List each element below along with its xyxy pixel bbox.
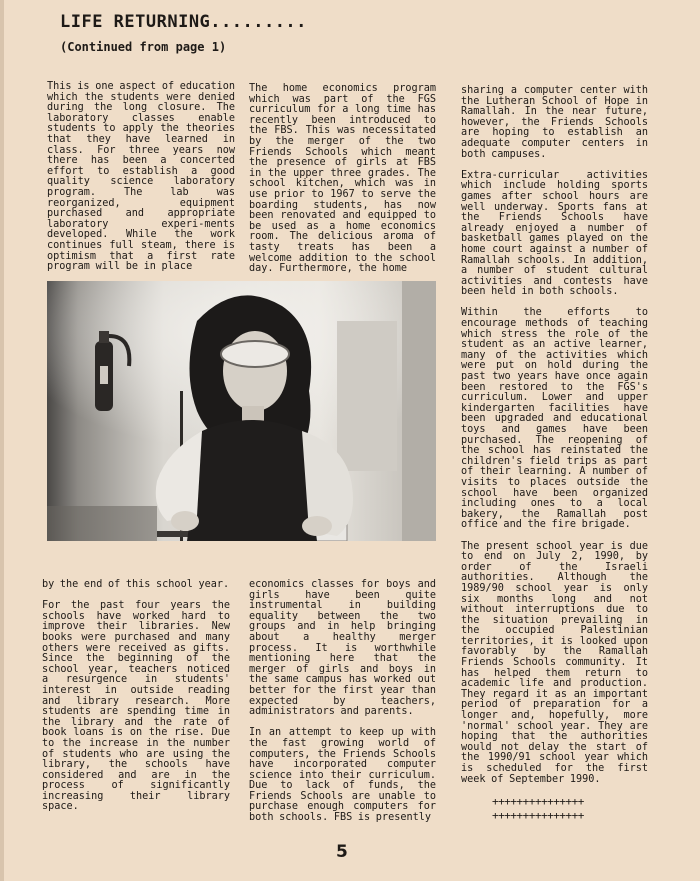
lab-photo — [47, 281, 436, 541]
column-top-middle — [249, 84, 436, 275]
paragraph: Within the efforts to encourage methods of teaching which stress the role of the student as an active learner, many of the activities which were put on hold during the past two years have once again been restored to the FGS's curriculum. Lower and upper kindergarten facilities have been upgraded and educational toys and games have been purchased. The reopening of the school has reinstated the children's field trips as part of their learning. A number of visits to places outside the school have been organized including ones to a local bakery, the Ramallah post office and the fire brigade. — [461, 307, 648, 531]
paragraph: by the end of this school year. — [42, 579, 230, 590]
column-right — [461, 86, 648, 785]
separator-line: +++++++++++++++ — [492, 809, 584, 822]
paragraph: Extra-curricular activities which include holding sports games after school hours are well underway. Sports fans at the Friends Schools have already enjoyed a number of basketball games played on the home court against a number of Ramallah schools. In addition, a number of student cultural activities and contests have been held in both schools. — [461, 169, 648, 298]
column-top-left — [47, 82, 235, 273]
paragraph: sharing a computer center with the Lutheran School of Hope in Ramallah. In the near future, however, the Friends Schools are hoping to establish an adequate computer centers in both campuses. — [461, 85, 648, 160]
article-title: LIFE RETURNING......... — [60, 12, 307, 32]
paragraph: The home economics program which was part of the FGS curriculum for a long time has recently been introduced to the FBS. This was necessitated by the merger of the two Friends Schools which meant the presence of girls at FBS in the upper three grades. The school kitchen, which was in use prior to 1967 to serve the boarding students, has now been renovated and equipped to be used as a home economics room. The delicious aroma of tasty treats has been a welcome addition to the school day. Furthermore, the home — [249, 83, 436, 275]
paragraph: For the past four years the schools have worked hard to improve their libraries. New books were purchased and many others were received as gifts. Since the beginning of the school year, teachers noticed a resurgence in students' interest in outside reading and library research. More students are spending time in the library and the rate of book loans is on the rise. Due to the increase in the number of students who are using the library, the schools have considered and are in the process of significantly increasing their library space. — [42, 600, 230, 813]
page-number: 5 — [336, 842, 348, 862]
column-bottom-middle — [249, 580, 436, 824]
separator-line: +++++++++++++++ — [492, 795, 584, 808]
paragraph: This is one aspect of education which the students were denied during the long closure. The laboratory classes enable students to apply the theories that they have learned in class. For three years now there has been a concerted effort to establish a good quality science laboratory program. The lab was reorganized, equipment purchased and appropriate laboratory experi-ments developed. While the work continues full steam, there is optimism that a first rate program will be in place — [47, 81, 235, 273]
column-bottom-left — [42, 580, 230, 813]
continuation-note: (Continued from page 1) — [60, 40, 227, 54]
student-in-laboratory-photo — [47, 281, 436, 541]
paragraph: The present school year is due to end on July 2, 1990, by order of the Israeli authorities. Although the 1989/90 school year is only six months long and not without interruptions due to the situation prevailing in the occupied Palestinian territories, it is looked upon favorably by the Ramallah Friends Schools community. It has helped them return to academic life and production. They regard it as an important period of preparation for a longer and, hopefully, more 'normal' school year. They are hoping that the authorities would not delay the start of the 1990/91 school year which is scheduled for the first week of September 1990. — [461, 540, 648, 785]
page-binding-edge — [0, 0, 4, 881]
paragraph: economics classes for boys and girls have been quite instrumental in building equality between the two groups and in help bringing about a healthy merger process. It is worthwhile mentioning here that the merger of girls and boys in the same campus has worked out better for the first year than expected by teachers, administrators and parents. — [249, 579, 436, 718]
paragraph: In an attempt to keep up with the fast growing world of computers, the Friends Schools have incorporated computer science into their curriculum. Due to lack of funds, the Friends Schools are unable to purchase enough computers for both schools. FBS is presently — [249, 727, 436, 824]
